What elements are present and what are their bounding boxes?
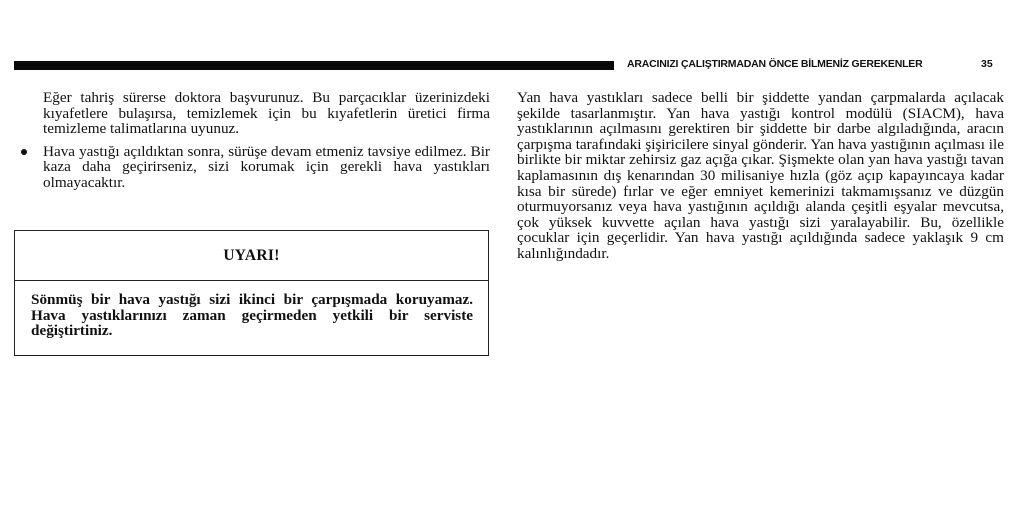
- left-column: [43, 90, 490, 191]
- side-airbag-paragraph: Yan hava yastıkları sadece belli bir şiddette yandan çarpmalarda açılacak şekilde tasarlanmıştır. Yan hava yastığı kontrol modülü (SIACM), hava yastıklarının açılmasını gerektiren bir şiddette bir darbe algıladığında, aracın çarpışma tarafındaki şişiricilere sinyal gönderir. Yan hava yastığının açılması ile birlikte bir miktar zehirsiz gaz açığa çıkar. Şişmekte olan yan hava yastığı tavan kaplamasının dış kenarından 30 milisaniye hızla (göz açıp kapayıncaya kadar kısa bir sürede) fırlar ve eğer emniyet kemerinizi takmamışsanız ve düzgün oturmuyorsanız veya hava yastığının açıldığı alanda çeşitli eşyalar mevcutsa, çok yüksek kuvvette açılan hava yastığı sizi yaralayabilir. Bu, özellikle çocuklar için geçerlidir. Yan hava yastığı açıldığında sadece yaklaşık 9 cm kalınlığındadır.: [517, 89, 1004, 262]
- bullet-text: Hava yastığı açıldıktan sonra, sürüşe devam etmeniz tavsiye edilmez. Bir kaza daha geçirirseniz, sizi korumak için gerekli hava yastıkları olmayacaktır.: [43, 142, 490, 191]
- chapter-title: ARACINIZI ÇALIŞTIRMADAN ÖNCE BİLMENİZ GEREKENLER: [627, 58, 923, 70]
- page-number: 35: [981, 58, 993, 70]
- header-rule-bar: [14, 61, 614, 70]
- warning-body: Sönmüş bir hava yastığı sizi ikinci bir çarpışmada koruyamaz. Hava yastıklarınızı zaman geçirmeden yetkili bir serviste değiştirtiniz.: [31, 291, 473, 340]
- right-column: [517, 90, 1004, 262]
- continuation-paragraph: Eğer tahriş sürerse doktora başvurunuz. Bu parçacıklar üzerinizdeki kıyafetlere bulaşırsa, temizlemek için bu kıyafetlerin üretici firma temizleme talimatlarına uyunuz.: [43, 89, 490, 138]
- bullet-dot-icon: [21, 149, 27, 155]
- warning-box: [14, 230, 489, 356]
- warning-title: UYARI!: [15, 231, 488, 281]
- bullet-item: [43, 144, 490, 191]
